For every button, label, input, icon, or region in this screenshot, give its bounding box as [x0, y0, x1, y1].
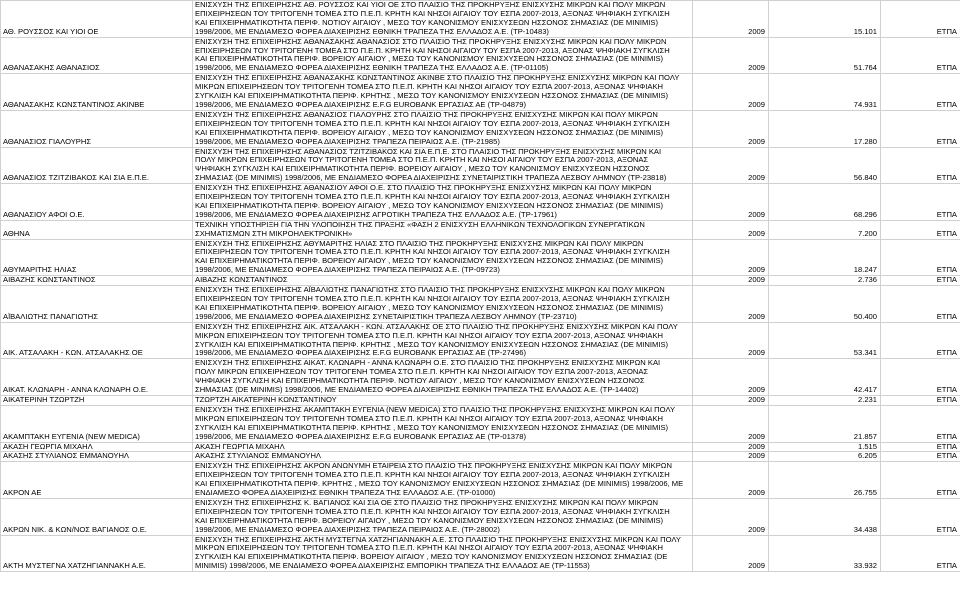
amount-cell: 6.205	[769, 452, 881, 462]
beneficiary-cell: ΑΘΑΝΑΣΑΚΗΣ ΚΩΝΣΤΑΝΤΙΝΟΣ ΑΚΙΝΒΕ	[1, 74, 193, 111]
amount-cell: 2.231	[769, 395, 881, 405]
table-row	[1, 37, 960, 74]
beneficiary-cell: ΑΚΑΣΗΣ ΣΤΥΛΙΑΝΟΣ ΕΜΜΑΝΟΥΗΛ	[1, 452, 193, 462]
table-row	[1, 498, 960, 535]
program-cell: ΕΤΠΑ	[881, 147, 960, 184]
description-cell: ΑΚΑΣΗΣ ΣΤΥΛΙΑΝΟΣ ΕΜΜΑΝΟΥΗΛ	[193, 452, 693, 462]
program-cell: ΕΤΠΑ	[881, 452, 960, 462]
table-row	[1, 442, 960, 452]
year-cell: 2009	[693, 74, 769, 111]
year-cell: 2009	[693, 452, 769, 462]
table-row	[1, 535, 960, 572]
program-cell: ΕΤΠΑ	[881, 405, 960, 442]
amount-cell: 1.515	[769, 442, 881, 452]
description-cell: ΑΙΒΑΖΗΣ ΚΩΝΣΤΑΝΤΙΝΟΣ	[193, 276, 693, 286]
program-cell: ΕΤΠΑ	[881, 322, 960, 359]
year-cell: 2009	[693, 276, 769, 286]
program-cell: ΕΤΠΑ	[881, 220, 960, 239]
program-cell: ΕΤΠΑ	[881, 286, 960, 323]
description-cell: ΕΝΙΣΧΥΣΗ ΤΗΣ ΕΠΙΧΕΙΡΗΣΗΣ ΑΘΑΝΑΣΑΚΗΣ ΑΘΑΝΑΣΙΟΣ ΣΤΟ ΠΛΑΙΣΙΟ ΤΗΣ ΠΡΟΚΗΡΥΞΗΣ ΕΝΙΣΧΥΣΗΣ ΜΙΚΡΩΝ ΚΑΙ ΠΟΛΥ ΜΙΚΡΩΝ ΕΠΙΧΕΙΡΗΣΕΩΝ ΤΟΥ ΤΡΙΤΟΓΕΝΗ ΤΟΜΕΑ ΣΤΟ Π.Ε.Π. ΚΡΗΤΗ ΚΑΙ ΝΗΣΟΙ ΑΙΓΑΙΟΥ ΤΟΥ ΕΣΠΑ 2007-2013, ΑΞΟΝΑΣ ΨΗΦΙΑΚΗ ΣΥΓΚΛΙΣΗ ΚΑΙ ΕΠΙΧΕΙΡΗΜΑΤΙΚΟΤΗΤΑ ΠΕΡΙΦ. ΒΟΡΕΙΟΥ ΑΙΓΑΙΟΥ , ΜΕΣΩ ΤΟΥ ΚΑΝΟΝΙΣΜΟΥ ΕΝΙΣΧΥΣΕΩΝ ΗΣΣΟΝΟΣ ΣΗΜΑΣΙΑΣ (DE MINIMIS) 1998/2006, ΜΕ ΕΝΔΙΑΜΕΣΟ ΦΟΡΕΑ ΔΙΑΧΕΙΡΙΣΗΣ ΕΘΝΙΚΗ ΤΡΑΠΕΖΑ ΤΗΣ ΕΛΛΑΔΟΣ Α.Ε. (ΤΡ-01105)	[193, 37, 693, 74]
amount-cell: 21.857	[769, 405, 881, 442]
table-row	[1, 1, 960, 38]
year-cell: 2009	[693, 535, 769, 572]
beneficiary-cell: ΑΙΒΑΖΗΣ ΚΩΝΣΤΑΝΤΙΝΟΣ	[1, 276, 193, 286]
program-cell: ΕΤΠΑ	[881, 395, 960, 405]
program-cell: ΕΤΠΑ	[881, 276, 960, 286]
description-cell: ΕΝΙΣΧΥΣΗ ΤΗΣ ΕΠΙΧΕΙΡΗΣΗΣ ΑΘΑΝΑΣΑΚΗΣ ΚΩΝΣΤΑΝΤΙΝΟΣ ΑΚΙΝΒΕ ΣΤΟ ΠΛΑΙΣΙΟ ΤΗΣ ΠΡΟΚΗΡΥΞΗΣ ΕΝΙΣΧΥΣΗΣ ΜΙΚΡΩΝ ΚΑΙ ΠΟΛΥ ΜΙΚΡΩΝ ΕΠΙΧΕΙΡΗΣΕΩΝ ΤΟΥ ΤΡΙΤΟΓΕΝΗ ΤΟΜΕΑ ΣΤΟ Π.Ε.Π. ΚΡΗΤΗ ΚΑΙ ΝΗΣΟΙ ΑΙΓΑΙΟΥ ΤΟΥ ΕΣΠΑ 2007-2013, ΑΞΟΝΑΣ ΨΗΦΙΑΚΗ ΣΥΓΚΛΙΣΗ ΚΑΙ ΕΠΙΧΕΙΡΗΜΑΤΙΚΟΤΗΤΑ ΠΕΡΙΦ. ΚΡΗΤΗΣ , ΜΕΣΩ ΤΟΥ ΚΑΝΟΝΙΣΜΟΥ ΕΝΙΣΧΥΣΕΩΝ ΗΣΣΟΝΟΣ ΣΗΜΑΣΙΑΣ (DE MINIMIS) 1998/2006, ΜΕ ΕΝΔΙΑΜΕΣΟ ΦΟΡΕΑ ΔΙΑΧΕΙΡΙΣΗΣ E.F.G EUROBANK ΕΡΓΑΣΙΑΣ ΑΕ (ΤΡ-04879)	[193, 74, 693, 111]
year-cell: 2009	[693, 462, 769, 499]
description-cell: ΕΝΙΣΧΥΣΗ ΤΗΣ ΕΠΙΧΕΙΡΗΣΗΣ ΑΘΑΝΑΣΙΟΣ ΤΖΙΤΖΙΒΑΚΟΣ ΚΑΙ ΣΙΑ Ε.Π.Ε. ΣΤΟ ΠΛΑΙΣΙΟ ΤΗΣ ΠΡΟΚΗΡΥΞΗΣ ΕΝΙΣΧΥΣΗΣ ΜΙΚΡΩΝ ΚΑΙ ΠΟΛΥ ΜΙΚΡΩΝ ΕΠΙΧΕΙΡΗΣΕΩΝ ΤΟΥ ΤΡΙΤΟΓΕΝΗ ΤΟΜΕΑ ΣΤΟ Π.Ε.Π. ΚΡΗΤΗ ΚΑΙ ΝΗΣΟΙ ΑΙΓΑΙΟΥ ΤΟΥ ΕΣΠΑ 2007-2013, ΑΞΟΝΑΣ ΨΗΦΙΑΚΗ ΣΥΓΚΛΙΣΗ ΚΑΙ ΕΠΙΧΕΙΡΗΜΑΤΙΚΟΤΗΤΑ ΠΕΡΙΦ. ΒΟΡΕΙΟΥ ΑΙΓΑΙΟΥ , ΜΕΣΩ ΤΟΥ ΚΑΝΟΝΙΣΜΟΥ ΕΝΙΣΧΥΣΕΩΝ ΗΣΣΟΝΟΣ ΣΗΜΑΣΙΑΣ (DE MINIMIS) 1998/2006, ΜΕ ΕΝΔΙΑΜΕΣΟ ΦΟΡΕΑ ΔΙΑΧΕΙΡΙΣΗΣ ΣΥΝΕΤΑΙΡΙΣΤΙΚΗ ΤΡΑΠΕΖΑ ΛΕΣΒΟΥ ΛΗΜΝΟΥ (ΤΡ-23818)	[193, 147, 693, 184]
amount-cell: 68.296	[769, 184, 881, 221]
description-cell: ΕΝΙΣΧΥΣΗ ΤΗΣ ΕΠΙΧΕΙΡΗΣΗΣ ΑΘΑΝΑΣΙΟΥ ΑΦΟΙ Ο.Ε. ΣΤΟ ΠΛΑΙΣΙΟ ΤΗΣ ΠΡΟΚΗΡΥΞΗΣ ΕΝΙΣΧΥΣΗΣ ΜΙΚΡΩΝ ΚΑΙ ΠΟΛΥ ΜΙΚΡΩΝ ΕΠΙΧΕΙΡΗΣΕΩΝ ΤΟΥ ΤΡΙΤΟΓΕΝΗ ΤΟΜΕΑ ΣΤΟ Π.Ε.Π. ΚΡΗΤΗ ΚΑΙ ΝΗΣΟΙ ΑΙΓΑΙΟΥ ΤΟΥ ΕΣΠΑ 2007-2013, ΑΞΟΝΑΣ ΨΗΦΙΑΚΗ ΣΥΓΚΛΙΣΗ ΚΑΙ ΕΠΙΧΕΙΡΗΜΑΤΙΚΟΤΗΤΑ ΠΕΡΙΦ. ΒΟΡΕΙΟΥ ΑΙΓΑΙΟΥ , ΜΕΣΩ ΤΟΥ ΚΑΝΟΝΙΣΜΟΥ ΕΝΙΣΧΥΣΕΩΝ ΗΣΣΟΝΟΣ ΣΗΜΑΣΙΑΣ (DE MINIMIS) 1998/2006, ΜΕ ΕΝΔΙΑΜΕΣΟ ΦΟΡΕΑ ΔΙΑΧΕΙΡΙΣΗΣ ΑΓΡΟΤΙΚΗ ΤΡΑΠΕΖΑ ΤΗΣ ΕΛΛΑΔΟΣ Α.Ε. (ΤΡ-17961)	[193, 184, 693, 221]
year-cell: 2009	[693, 220, 769, 239]
program-cell: ΕΤΠΑ	[881, 37, 960, 74]
program-cell: ΕΤΠΑ	[881, 535, 960, 572]
amount-cell: 26.755	[769, 462, 881, 499]
table-row	[1, 359, 960, 396]
beneficiary-cell: ΑΚΑΜΠΤΑΚΗ ΕΥΓΕΝΙΑ (NEW MEDICA)	[1, 405, 193, 442]
table-row	[1, 184, 960, 221]
beneficiary-cell: ΑΙΚΑΤ. ΚΛΩΝΑΡΗ - ΑΝΝΑ ΚΛΩΝΑΡΗ Ο.Ε.	[1, 359, 193, 396]
year-cell: 2009	[693, 110, 769, 147]
description-cell: ΤΕΧΝΙΚΗ ΥΠΟΣΤΗΡΙΞΗ ΓΙΑ ΤΗΝ ΥΛΟΠΟΙΗΣΗ ΤΗΣ ΠΡΑΞΗΣ «ΦΑΣΗ 2 ΕΝΙΣΧΥΣΗ ΕΛΛΗΝΙΚΩΝ ΤΕΧΝΟΛΟΓΙΚΩΝ ΣΥΝΕΡΓΑΤΙΚΩΝ ΣΧΗΜΑΤΙΣΜΩΝ ΣΤΗ ΜΙΚΡΟΗΛΕΚΤΡΟΝΙΚΗ»	[193, 220, 693, 239]
program-cell: ΕΤΠΑ	[881, 184, 960, 221]
beneficiary-cell: ΑΚΡΟΝ ΑΕ	[1, 462, 193, 499]
program-cell: ΕΤΠΑ	[881, 74, 960, 111]
year-cell: 2009	[693, 1, 769, 38]
program-cell: ΕΤΠΑ	[881, 462, 960, 499]
amount-cell: 7.200	[769, 220, 881, 239]
table-row	[1, 74, 960, 111]
table-row	[1, 462, 960, 499]
beneficiary-cell: ΑΘΥΜΑΡΙΤΗΣ ΗΛΙΑΣ	[1, 239, 193, 276]
program-cell: ΕΤΠΑ	[881, 498, 960, 535]
amount-cell: 42.417	[769, 359, 881, 396]
beneficiary-cell: ΑΚΤΗ ΜΥΣΤΕΓΝΑ ΧΑΤΖΗΓΙΑΝΝΑΚΗ Α.Ε.	[1, 535, 193, 572]
program-cell: ΕΤΠΑ	[881, 359, 960, 396]
year-cell: 2009	[693, 405, 769, 442]
description-cell: ΤΖΩΡΤΖΗ ΑΙΚΑΤΕΡΙΝΗ ΚΩΝΣΤΑΝΤΙΝΟΥ	[193, 395, 693, 405]
table-row	[1, 322, 960, 359]
amount-cell: 18.247	[769, 239, 881, 276]
amount-cell: 17.280	[769, 110, 881, 147]
year-cell: 2009	[693, 322, 769, 359]
table-row	[1, 110, 960, 147]
year-cell: 2009	[693, 395, 769, 405]
program-cell: ΕΤΠΑ	[881, 110, 960, 147]
beneficiary-cell: ΑΘΑΝΑΣΑΚΗΣ ΑΘΑΝΑΣΙΟΣ	[1, 37, 193, 74]
description-cell: ΕΝΙΣΧΥΣΗ ΤΗΣ ΕΠΙΧΕΙΡΗΣΗΣ ΑΘ. ΡΟΥΣΣΟΣ ΚΑΙ ΥΙΟΙ ΟΕ ΣΤΟ ΠΛΑΙΣΙΟ ΤΗΣ ΠΡΟΚΗΡΥΞΗΣ ΕΝΙΣΧΥΣΗΣ ΜΙΚΡΩΝ ΚΑΙ ΠΟΛΥ ΜΙΚΡΩΝ ΕΠΙΧΕΙΡΗΣΕΩΝ ΤΟΥ ΤΡΙΤΟΓΕΝΗ ΤΟΜΕΑ ΣΤΟ Π.Ε.Π. ΚΡΗΤΗ ΚΑΙ ΝΗΣΟΙ ΑΙΓΑΙΟΥ ΤΟΥ ΕΣΠΑ 2007-2013, ΑΞΟΝΑΣ ΨΗΦΙΑΚΗ ΣΥΓΚΛΙΣΗ ΚΑΙ ΕΠΙΧΕΙΡΗΜΑΤΙΚΟΤΗΤΑ ΠΕΡΙΦ. ΝΟΤΙΟΥ ΑΙΓΑΙΟΥ , ΜΕΣΩ ΤΟΥ ΚΑΝΟΝΙΣΜΟΥ ΕΝΙΣΧΥΣΕΩΝ ΗΣΣΟΝΟΣ ΣΗΜΑΣΙΑΣ (DE MINIMIS) 1998/2006, ΜΕ ΕΝΔΙΑΜΕΣΟ ΦΟΡΕΑ ΔΙΑΧΕΙΡΙΣΗΣ ΕΘΝΙΚΗ ΤΡΑΠΕΖΑ ΤΗΣ ΕΛΛΑΔΟΣ Α.Ε. (ΤΡ-10483)	[193, 1, 693, 38]
year-cell: 2009	[693, 147, 769, 184]
table-row	[1, 405, 960, 442]
beneficiary-cell: ΑΪΒΑΛΙΩΤΗΣ ΠΑΝΑΓΙΩΤΗΣ	[1, 286, 193, 323]
beneficiary-cell: ΑΚΡΩΝ ΝΙΚ. & ΚΩΝ/ΝΟΣ ΒΑΓΙΑΝΟΣ Ο.Ε.	[1, 498, 193, 535]
description-cell: ΕΝΙΣΧΥΣΗ ΤΗΣ ΕΠΙΧΕΙΡΗΣΗΣ ΑΙΚΑΤ. ΚΛΩΝΑΡΗ - ΑΝΝΑ ΚΛΩΝΑΡΗ Ο.Ε. ΣΤΟ ΠΛΑΙΣΙΟ ΤΗΣ ΠΡΟΚΗΡΥΞΗΣ ΕΝΙΣΧΥΣΗΣ ΜΙΚΡΩΝ ΚΑΙ ΠΟΛΥ ΜΙΚΡΩΝ ΕΠΙΧΕΙΡΗΣΕΩΝ ΤΟΥ ΤΡΙΤΟΓΕΝΗ ΤΟΜΕΑ ΣΤΟ Π.Ε.Π. ΚΡΗΤΗ ΚΑΙ ΝΗΣΟΙ ΑΙΓΑΙΟΥ ΤΟΥ ΕΣΠΑ 2007-2013, ΑΞΟΝΑΣ ΨΗΦΙΑΚΗ ΣΥΓΚΛΙΣΗ ΚΑΙ ΕΠΙΧΕΙΡΗΜΑΤΙΚΟΤΗΤΑ ΠΕΡΙΦ. ΝΟΤΙΟΥ ΑΙΓΑΙΟΥ , ΜΕΣΩ ΤΟΥ ΚΑΝΟΝΙΣΜΟΥ ΕΝΙΣΧΥΣΕΩΝ ΗΣΣΟΝΟΣ ΣΗΜΑΣΙΑΣ (DE MINIMIS) 1998/2006, ΜΕ ΕΝΔΙΑΜΕΣΟ ΦΟΡΕΑ ΔΙΑΧΕΙΡΙΣΗΣ ΕΘΝΙΚΗ ΤΡΑΠΕΖΑ ΤΗΣ ΕΛΛΑΔΟΣ Α.Ε. (ΤΡ-14402)	[193, 359, 693, 396]
year-cell: 2009	[693, 359, 769, 396]
amount-cell: 2.736	[769, 276, 881, 286]
amount-cell: 53.341	[769, 322, 881, 359]
amount-cell: 33.932	[769, 535, 881, 572]
description-cell: ΑΚΑΣΗ ΓΕΩΡΓΙΑ ΜΙΧΑΗΛ	[193, 442, 693, 452]
year-cell: 2009	[693, 286, 769, 323]
table-row	[1, 220, 960, 239]
program-cell: ΕΤΠΑ	[881, 442, 960, 452]
program-cell: ΕΤΠΑ	[881, 239, 960, 276]
beneficiary-cell: ΑΙΚΑΤΕΡΙΝΗ ΤΖΩΡΤΖΗ	[1, 395, 193, 405]
amount-cell: 15.101	[769, 1, 881, 38]
beneficiary-cell: ΑΘΑΝΑΣΙΟΣ ΓΙΑΛΟΥΡΗΣ	[1, 110, 193, 147]
amount-cell: 34.438	[769, 498, 881, 535]
description-cell: ΕΝΙΣΧΥΣΗ ΤΗΣ ΕΠΙΧΕΙΡΗΣΗΣ ΑΪΒΑΛΙΩΤΗΣ ΠΑΝΑΓΙΩΤΗΣ ΣΤΟ ΠΛΑΙΣΙΟ ΤΗΣ ΠΡΟΚΗΡΥΞΗΣ ΕΝΙΣΧΥΣΗΣ ΜΙΚΡΩΝ ΚΑΙ ΠΟΛΥ ΜΙΚΡΩΝ ΕΠΙΧΕΙΡΗΣΕΩΝ ΤΟΥ ΤΡΙΤΟΓΕΝΗ ΤΟΜΕΑ ΣΤΟ Π.Ε.Π. ΚΡΗΤΗ ΚΑΙ ΝΗΣΟΙ ΑΙΓΑΙΟΥ ΤΟΥ ΕΣΠΑ 2007-2013, ΑΞΟΝΑΣ ΨΗΦΙΑΚΗ ΣΥΓΚΛΙΣΗ ΚΑΙ ΕΠΙΧΕΙΡΗΜΑΤΙΚΟΤΗΤΑ ΠΕΡΙΦ. ΒΟΡΕΙΟΥ ΑΙΓΑΙΟΥ , ΜΕΣΩ ΤΟΥ ΚΑΝΟΝΙΣΜΟΥ ΕΝΙΣΧΥΣΕΩΝ ΗΣΣΟΝΟΣ ΣΗΜΑΣΙΑΣ (DE MINIMIS) 1998/2006, ΜΕ ΕΝΔΙΑΜΕΣΟ ΦΟΡΕΑ ΔΙΑΧΕΙΡΙΣΗΣ ΣΥΝΕΤΑΙΡΙΣΤΙΚΗ ΤΡΑΠΕΖΑ ΛΕΣΒΟΥ ΛΗΜΝΟΥ (ΤΡ-23710)	[193, 286, 693, 323]
beneficiary-cell: ΑΘΗΝΑ	[1, 220, 193, 239]
table-row	[1, 286, 960, 323]
amount-cell: 50.400	[769, 286, 881, 323]
table-row	[1, 276, 960, 286]
year-cell: 2009	[693, 37, 769, 74]
beneficiary-cell: ΑΘΑΝΑΣΙΟΥ ΑΦΟΙ Ο.Ε.	[1, 184, 193, 221]
year-cell: 2009	[693, 442, 769, 452]
description-cell: ΕΝΙΣΧΥΣΗ ΤΗΣ ΕΠΙΧΕΙΡΗΣΗΣ Κ. ΒΑΓΙΑΝΟΣ ΚΑΙ ΣΙΑ ΟΕ ΣΤΟ ΠΛΑΙΣΙΟ ΤΗΣ ΠΡΟΚΗΡΥΞΗΣ ΕΝΙΣΧΥΣΗΣ ΜΙΚΡΩΝ ΚΑΙ ΠΟΛΥ ΜΙΚΡΩΝ ΕΠΙΧΕΙΡΗΣΕΩΝ ΤΟΥ ΤΡΙΤΟΓΕΝΗ ΤΟΜΕΑ ΣΤΟ Π.Ε.Π. ΚΡΗΤΗ ΚΑΙ ΝΗΣΟΙ ΑΙΓΑΙΟΥ ΤΟΥ ΕΣΠΑ 2007-2013, ΑΞΟΝΑΣ ΨΗΦΙΑΚΗ ΣΥΓΚΛΙΣΗ ΚΑΙ ΕΠΙΧΕΙΡΗΜΑΤΙΚΟΤΗΤΑ ΠΕΡΙΦ. ΒΟΡΕΙΟΥ ΑΙΓΑΙΟΥ , ΜΕΣΩ ΤΟΥ ΚΑΝΟΝΙΣΜΟΥ ΕΝΙΣΧΥΣΕΩΝ ΗΣΣΟΝΟΣ ΣΗΜΑΣΙΑΣ (DE MINIMIS) 1998/2006, ΜΕ ΕΝΔΙΑΜΕΣΟ ΦΟΡΕΑ ΔΙΑΧΕΙΡΙΣΗΣ ΤΡΑΠΕΖΑ ΠΕΙΡΑΙΩΣ Α.Ε. (ΤΡ-28002)	[193, 498, 693, 535]
beneficiary-cell: ΑΙΚ. ΑΤΣΑΛΑΚΗ - ΚΩΝ. ΑΤΣΑΛΑΚΗΣ ΟΕ	[1, 322, 193, 359]
year-cell: 2009	[693, 498, 769, 535]
beneficiary-cell: ΑΘ. ΡΟΥΣΣΟΣ ΚΑΙ ΥΙΟΙ ΟΕ	[1, 1, 193, 38]
description-cell: ΕΝΙΣΧΥΣΗ ΤΗΣ ΕΠΙΧΕΙΡΗΣΗΣ ΑΚΡΟΝ ΑΝΩΝΥΜΗ ΕΤΑΙΡΕΙΑ ΣΤΟ ΠΛΑΙΣΙΟ ΤΗΣ ΠΡΟΚΗΡΥΞΗΣ ΕΝΙΣΧΥΣΗΣ ΜΙΚΡΩΝ ΚΑΙ ΠΟΛΥ ΜΙΚΡΩΝ ΕΠΙΧΕΙΡΗΣΕΩΝ ΤΟΥ ΤΡΙΤΟΓΕΝΗ ΤΟΜΕΑ ΣΤΟ Π.Ε.Π. ΚΡΗΤΗ ΚΑΙ ΝΗΣΟΙ ΑΙΓΑΙΟΥ ΤΟΥ ΕΣΠΑ 2007-2013, ΑΞΟΝΑΣ ΨΗΦΙΑΚΗ ΣΥΓΚΛΙΣΗ ΚΑΙ ΕΠΙΧΕΙΡΗΜΑΤΙΚΟΤΗΤΑ ΠΕΡΙΦ. ΚΡΗΤΗΣ , ΜΕΣΩ ΤΟΥ ΚΑΝΟΝΙΣΜΟΥ ΕΝΙΣΧΥΣΕΩΝ ΗΣΣΟΝΟΣ ΣΗΜΑΣΙΑΣ (DE MINIMIS) 1998/2006, ΜΕ ΕΝΔΙΑΜΕΣΟ ΦΟΡΕΑ ΔΙΑΧΕΙΡΙΣΗΣ ΕΘΝΙΚΗ ΤΡΑΠΕΖΑ ΤΗΣ ΕΛΛΑΔΟΣ Α.Ε. (ΤΡ-01000)	[193, 462, 693, 499]
amount-cell: 74.931	[769, 74, 881, 111]
amount-cell: 51.764	[769, 37, 881, 74]
description-cell: ΕΝΙΣΧΥΣΗ ΤΗΣ ΕΠΙΧΕΙΡΗΣΗΣ ΑΚΑΜΠΤΑΚΗ ΕΥΓΕΝΙΑ (NEW MEDICA) ΣΤΟ ΠΛΑΙΣΙΟ ΤΗΣ ΠΡΟΚΗΡΥΞΗΣ ΕΝΙΣΧΥΣΗΣ ΜΙΚΡΩΝ ΚΑΙ ΠΟΛΥ ΜΙΚΡΩΝ ΕΠΙΧΕΙΡΗΣΕΩΝ ΤΟΥ ΤΡΙΤΟΓΕΝΗ ΤΟΜΕΑ ΣΤΟ Π.Ε.Π. ΚΡΗΤΗ ΚΑΙ ΝΗΣΟΙ ΑΙΓΑΙΟΥ ΤΟΥ ΕΣΠΑ 2007-2013, ΑΞΟΝΑΣ ΨΗΦΙΑΚΗ ΣΥΓΚΛΙΣΗ ΚΑΙ ΕΠΙΧΕΙΡΗΜΑΤΙΚΟΤΗΤΑ ΠΕΡΙΦ. ΚΡΗΤΗΣ , ΜΕΣΩ ΤΟΥ ΚΑΝΟΝΙΣΜΟΥ ΕΝΙΣΧΥΣΕΩΝ ΗΣΣΟΝΟΣ ΣΗΜΑΣΙΑΣ (DE MINIMIS) 1998/2006, ΜΕ ΕΝΔΙΑΜΕΣΟ ΦΟΡΕΑ ΔΙΑΧΕΙΡΙΣΗΣ E.F.G EUROBANK ΕΡΓΑΣΙΑΣ ΑΕ (ΤΡ-01378)	[193, 405, 693, 442]
beneficiary-cell: ΑΚΑΣΗ ΓΕΩΡΓΙΑ ΜΙΧΑΗΛ	[1, 442, 193, 452]
program-cell: ΕΤΠΑ	[881, 1, 960, 38]
table-row	[1, 147, 960, 184]
description-cell: ΕΝΙΣΧΥΣΗ ΤΗΣ ΕΠΙΧΕΙΡΗΣΗΣ ΑΘΥΜΑΡΙΤΗΣ ΗΛΙΑΣ ΣΤΟ ΠΛΑΙΣΙΟ ΤΗΣ ΠΡΟΚΗΡΥΞΗΣ ΕΝΙΣΧΥΣΗΣ ΜΙΚΡΩΝ ΚΑΙ ΠΟΛΥ ΜΙΚΡΩΝ ΕΠΙΧΕΙΡΗΣΕΩΝ ΤΟΥ ΤΡΙΤΟΓΕΝΗ ΤΟΜΕΑ ΣΤΟ Π.Ε.Π. ΚΡΗΤΗ ΚΑΙ ΝΗΣΟΙ ΑΙΓΑΙΟΥ ΤΟΥ ΕΣΠΑ 2007-2013, ΑΞΟΝΑΣ ΨΗΦΙΑΚΗ ΣΥΓΚΛΙΣΗ ΚΑΙ ΕΠΙΧΕΙΡΗΜΑΤΙΚΟΤΗΤΑ ΠΕΡΙΦ. ΒΟΡΕΙΟΥ ΑΙΓΑΙΟΥ , ΜΕΣΩ ΤΟΥ ΚΑΝΟΝΙΣΜΟΥ ΕΝΙΣΧΥΣΕΩΝ ΗΣΣΟΝΟΣ ΣΗΜΑΣΙΑΣ (DE MINIMIS) 1998/2006, ΜΕ ΕΝΔΙΑΜΕΣΟ ΦΟΡΕΑ ΔΙΑΧΕΙΡΙΣΗΣ ΤΡΑΠΕΖΑ ΠΕΙΡΑΙΩΣ Α.Ε. (ΤΡ-09723)	[193, 239, 693, 276]
year-cell: 2009	[693, 184, 769, 221]
amount-cell: 56.840	[769, 147, 881, 184]
description-cell: ΕΝΙΣΧΥΣΗ ΤΗΣ ΕΠΙΧΕΙΡΗΣΗΣ ΑΘΑΝΑΣΙΟΣ ΓΙΑΛΟΥΡΗΣ ΣΤΟ ΠΛΑΙΣΙΟ ΤΗΣ ΠΡΟΚΗΡΥΞΗΣ ΕΝΙΣΧΥΣΗΣ ΜΙΚΡΩΝ ΚΑΙ ΠΟΛΥ ΜΙΚΡΩΝ ΕΠΙΧΕΙΡΗΣΕΩΝ ΤΟΥ ΤΡΙΤΟΓΕΝΗ ΤΟΜΕΑ ΣΤΟ Π.Ε.Π. ΚΡΗΤΗ ΚΑΙ ΝΗΣΟΙ ΑΙΓΑΙΟΥ ΤΟΥ ΕΣΠΑ 2007-2013, ΑΞΟΝΑΣ ΨΗΦΙΑΚΗ ΣΥΓΚΛΙΣΗ ΚΑΙ ΕΠΙΧΕΙΡΗΜΑΤΙΚΟΤΗΤΑ ΠΕΡΙΦ. ΒΟΡΕΙΟΥ ΑΙΓΑΙΟΥ , ΜΕΣΩ ΤΟΥ ΚΑΝΟΝΙΣΜΟΥ ΕΝΙΣΧΥΣΕΩΝ ΗΣΣΟΝΟΣ ΣΗΜΑΣΙΑΣ (DE MINIMIS) 1998/2006, ΜΕ ΕΝΔΙΑΜΕΣΟ ΦΟΡΕΑ ΔΙΑΧΕΙΡΙΣΗΣ ΤΡΑΠΕΖΑ ΠΕΙΡΑΙΩΣ Α.Ε. (ΤΡ-21985)	[193, 110, 693, 147]
table-row	[1, 452, 960, 462]
description-cell: ΕΝΙΣΧΥΣΗ ΤΗΣ ΕΠΙΧΕΙΡΗΣΗΣ ΑΙΚ. ΑΤΣΑΛΑΚΗ - ΚΩΝ. ΑΤΣΑΛΑΚΗΣ ΟΕ ΣΤΟ ΠΛΑΙΣΙΟ ΤΗΣ ΠΡΟΚΗΡΥΞΗΣ ΕΝΙΣΧΥΣΗΣ ΜΙΚΡΩΝ ΚΑΙ ΠΟΛΥ ΜΙΚΡΩΝ ΕΠΙΧΕΙΡΗΣΕΩΝ ΤΟΥ ΤΡΙΤΟΓΕΝΗ ΤΟΜΕΑ ΣΤΟ Π.Ε.Π. ΚΡΗΤΗ ΚΑΙ ΝΗΣΟΙ ΑΙΓΑΙΟΥ ΤΟΥ ΕΣΠΑ 2007-2013, ΑΞΟΝΑΣ ΨΗΦΙΑΚΗ ΣΥΓΚΛΙΣΗ ΚΑΙ ΕΠΙΧΕΙΡΗΜΑΤΙΚΟΤΗΤΑ ΠΕΡΙΦ. ΚΡΗΤΗΣ , ΜΕΣΩ ΤΟΥ ΚΑΝΟΝΙΣΜΟΥ ΕΝΙΣΧΥΣΕΩΝ ΗΣΣΟΝΟΣ ΣΗΜΑΣΙΑΣ (DE MINIMIS) 1998/2006, ΜΕ ΕΝΔΙΑΜΕΣΟ ΦΟΡΕΑ ΔΙΑΧΕΙΡΙΣΗΣ E.F.G EUROBANK ΕΡΓΑΣΙΑΣ ΑΕ (ΤΡ-27496)	[193, 322, 693, 359]
description-cell: ΕΝΙΣΧΥΣΗ ΤΗΣ ΕΠΙΧΕΙΡΗΣΗΣ ΑΚΤΗ ΜΥΣΤΕΓΝΑ ΧΑΤΖΗΓΙΑΝΝΑΚΗ Α.Ε. ΣΤΟ ΠΛΑΙΣΙΟ ΤΗΣ ΠΡΟΚΗΡΥΞΗΣ ΕΝΙΣΧΥΣΗΣ ΜΙΚΡΩΝ ΚΑΙ ΠΟΛΥ ΜΙΚΡΩΝ ΕΠΙΧΕΙΡΗΣΕΩΝ ΤΟΥ ΤΡΙΤΟΓΕΝΗ ΤΟΜΕΑ ΣΤΟ Π.Ε.Π. ΚΡΗΤΗ ΚΑΙ ΝΗΣΟΙ ΑΙΓΑΙΟΥ ΤΟΥ ΕΣΠΑ 2007-2013, ΑΞΟΝΑΣ ΨΗΦΙΑΚΗ ΣΥΓΚΛΙΣΗ ΚΑΙ ΕΠΙΧΕΙΡΗΜΑΤΙΚΟΤΗΤΑ ΠΕΡΙΦ. ΒΟΡΕΙΟΥ ΑΙΓΑΙΟΥ , ΜΕΣΩ ΤΟΥ ΚΑΝΟΝΙΣΜΟΥ ΕΝΙΣΧΥΣΕΩΝ ΗΣΣΟΝΟΣ ΣΗΜΑΣΙΑΣ (DE MINIMIS) 1998/2006, ΜΕ ΕΝΔΙΑΜΕΣΟ ΦΟΡΕΑ ΔΙΑΧΕΙΡΙΣΗΣ ΕΜΠΟΡΙΚΗ ΤΡΑΠΕΖΑ ΤΗΣ ΕΛΛΑΔΟΣ ΑΕ (ΤΡ-11553)	[193, 535, 693, 572]
table-row	[1, 239, 960, 276]
year-cell: 2009	[693, 239, 769, 276]
beneficiary-cell: ΑΘΑΝΑΣΙΟΣ ΤΖΙΤΖΙΒΑΚΟΣ ΚΑΙ ΣΙΑ Ε.Π.Ε.	[1, 147, 193, 184]
table-body	[1, 1, 960, 572]
table-row	[1, 395, 960, 405]
